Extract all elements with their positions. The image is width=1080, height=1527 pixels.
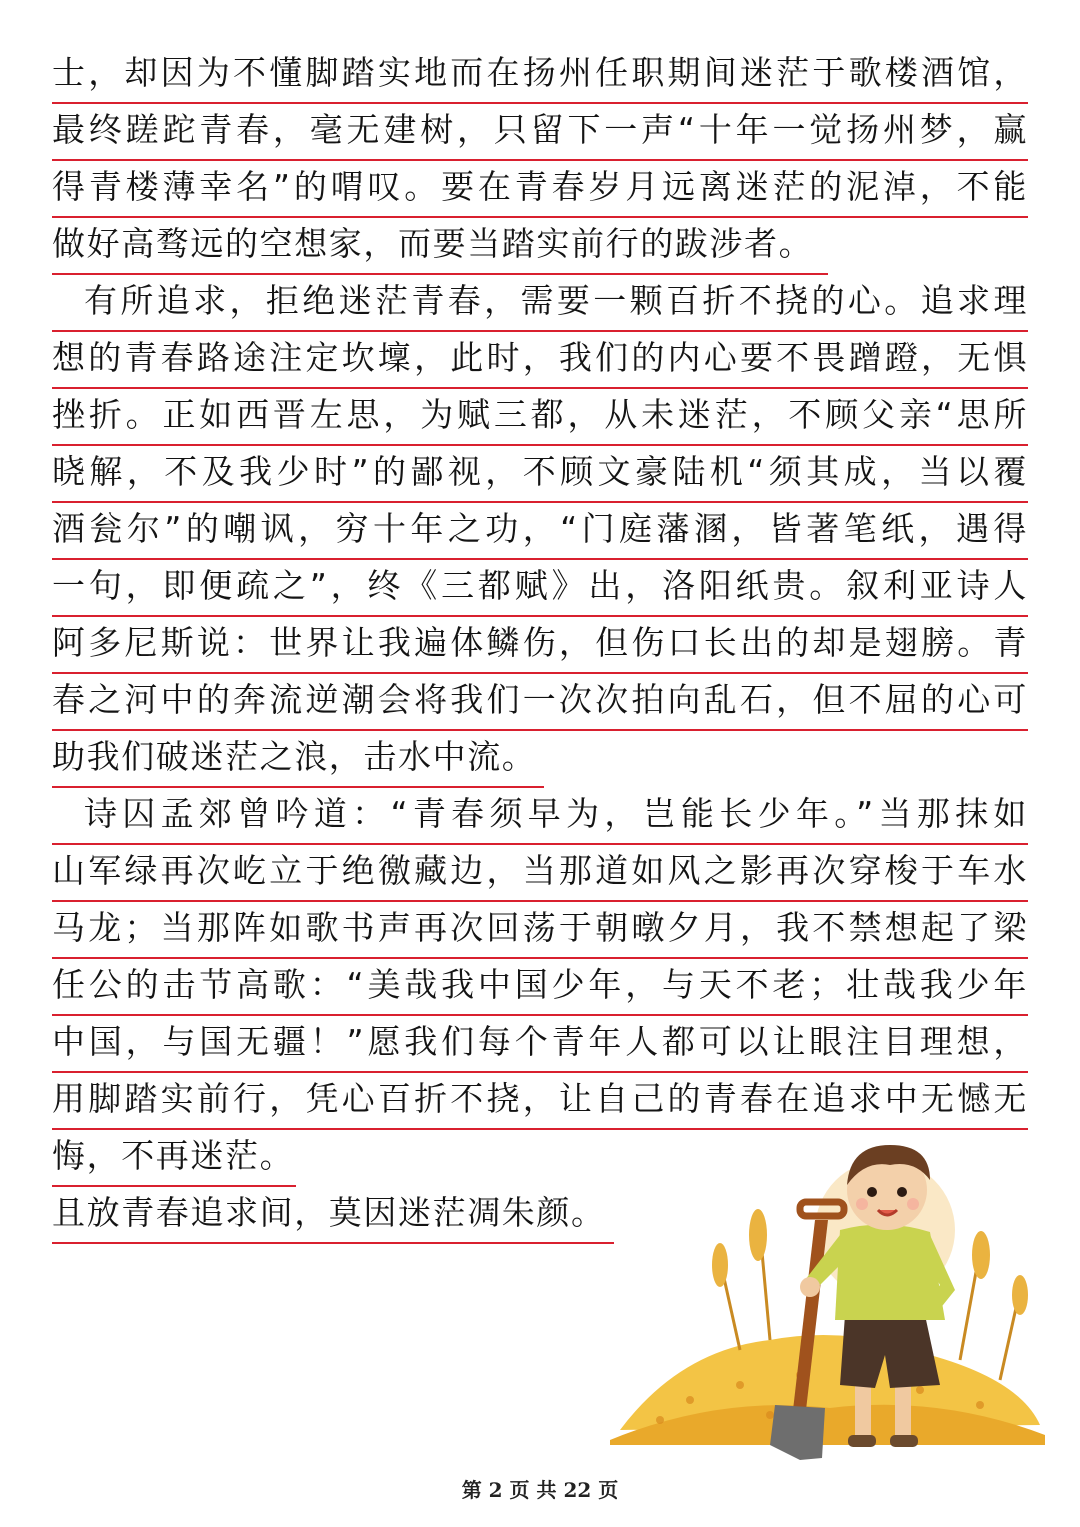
text-line: 助我们破迷茫之浪，击水中流。 <box>52 732 544 788</box>
text-line: 有所追求，拒绝迷茫青春，需要一颗百折不挠的心。追求理 <box>52 276 1028 332</box>
text-line: 想的青春路途注定坎壈，此时，我们的内心要不畏蹭蹬，无惧 <box>52 333 1028 389</box>
text-line: 挫折。正如西晋左思，为赋三都，从未迷茫，不顾父亲“思所 <box>52 390 1028 446</box>
text-line: 晓解，不及我少时”的鄙视，不顾文豪陆机“须其成，当以覆 <box>52 447 1028 503</box>
text-line: 马龙；当那阵如歌书声再次回荡于朝暾夕月，我不禁想起了梁 <box>52 903 1028 959</box>
text-line: 诗囚孟郊曾吟道：“青春须早为，岂能长少年。”当那抹如 <box>52 789 1028 845</box>
boy-with-shovel-illustration-icon <box>600 1140 1050 1460</box>
text-line: 山军绿再次屹立于绝徼藏边，当那道如风之影再次穿梭于车水 <box>52 846 1028 902</box>
text-line: 中国，与国无疆！”愿我们每个青年人都可以让眼注目理想， <box>52 1017 1028 1073</box>
text-line: 且放青春追求间，莫因迷茫凋朱颜。 <box>52 1188 614 1244</box>
text-line: 阿多尼斯说：世界让我遍体鳞伤，但伤口长出的却是翅膀。青 <box>52 618 1028 674</box>
text-line: 一句，即便疏之”，终《三都赋》出，洛阳纸贵。叙利亚诗人 <box>52 561 1028 617</box>
text-line: 任公的击节高歌：“美哉我中国少年，与天不老；壮哉我少年 <box>52 960 1028 1016</box>
text-line: 酒瓮尔”的嘲讽，穷十年之功，“门庭藩溷，皆著笔纸，遇得 <box>52 504 1028 560</box>
text-line: 士，却因为不懂脚踏实地而在扬州任职期间迷茫于歌楼酒馆， <box>52 48 1028 104</box>
text-line: 用脚踏实前行，凭心百折不挠，让自己的青春在追求中无憾无 <box>52 1074 1028 1130</box>
text-line: 春之河中的奔流逆潮会将我们一次次拍向乱石，但不屈的心可 <box>52 675 1028 731</box>
text-line: 最终蹉跎青春，毫无建树，只留下一声“十年一觉扬州梦，赢 <box>52 105 1028 161</box>
text-line: 得青楼薄幸名”的喟叹。要在青春岁月远离迷茫的泥淖，不能 <box>52 162 1028 218</box>
text-line: 做好高骛远的空想家，而要当踏实前行的跋涉者。 <box>52 219 828 275</box>
text-line: 悔，不再迷茫。 <box>52 1131 296 1187</box>
page-number: 第 2 页 共 22 页 <box>461 1478 619 1502</box>
